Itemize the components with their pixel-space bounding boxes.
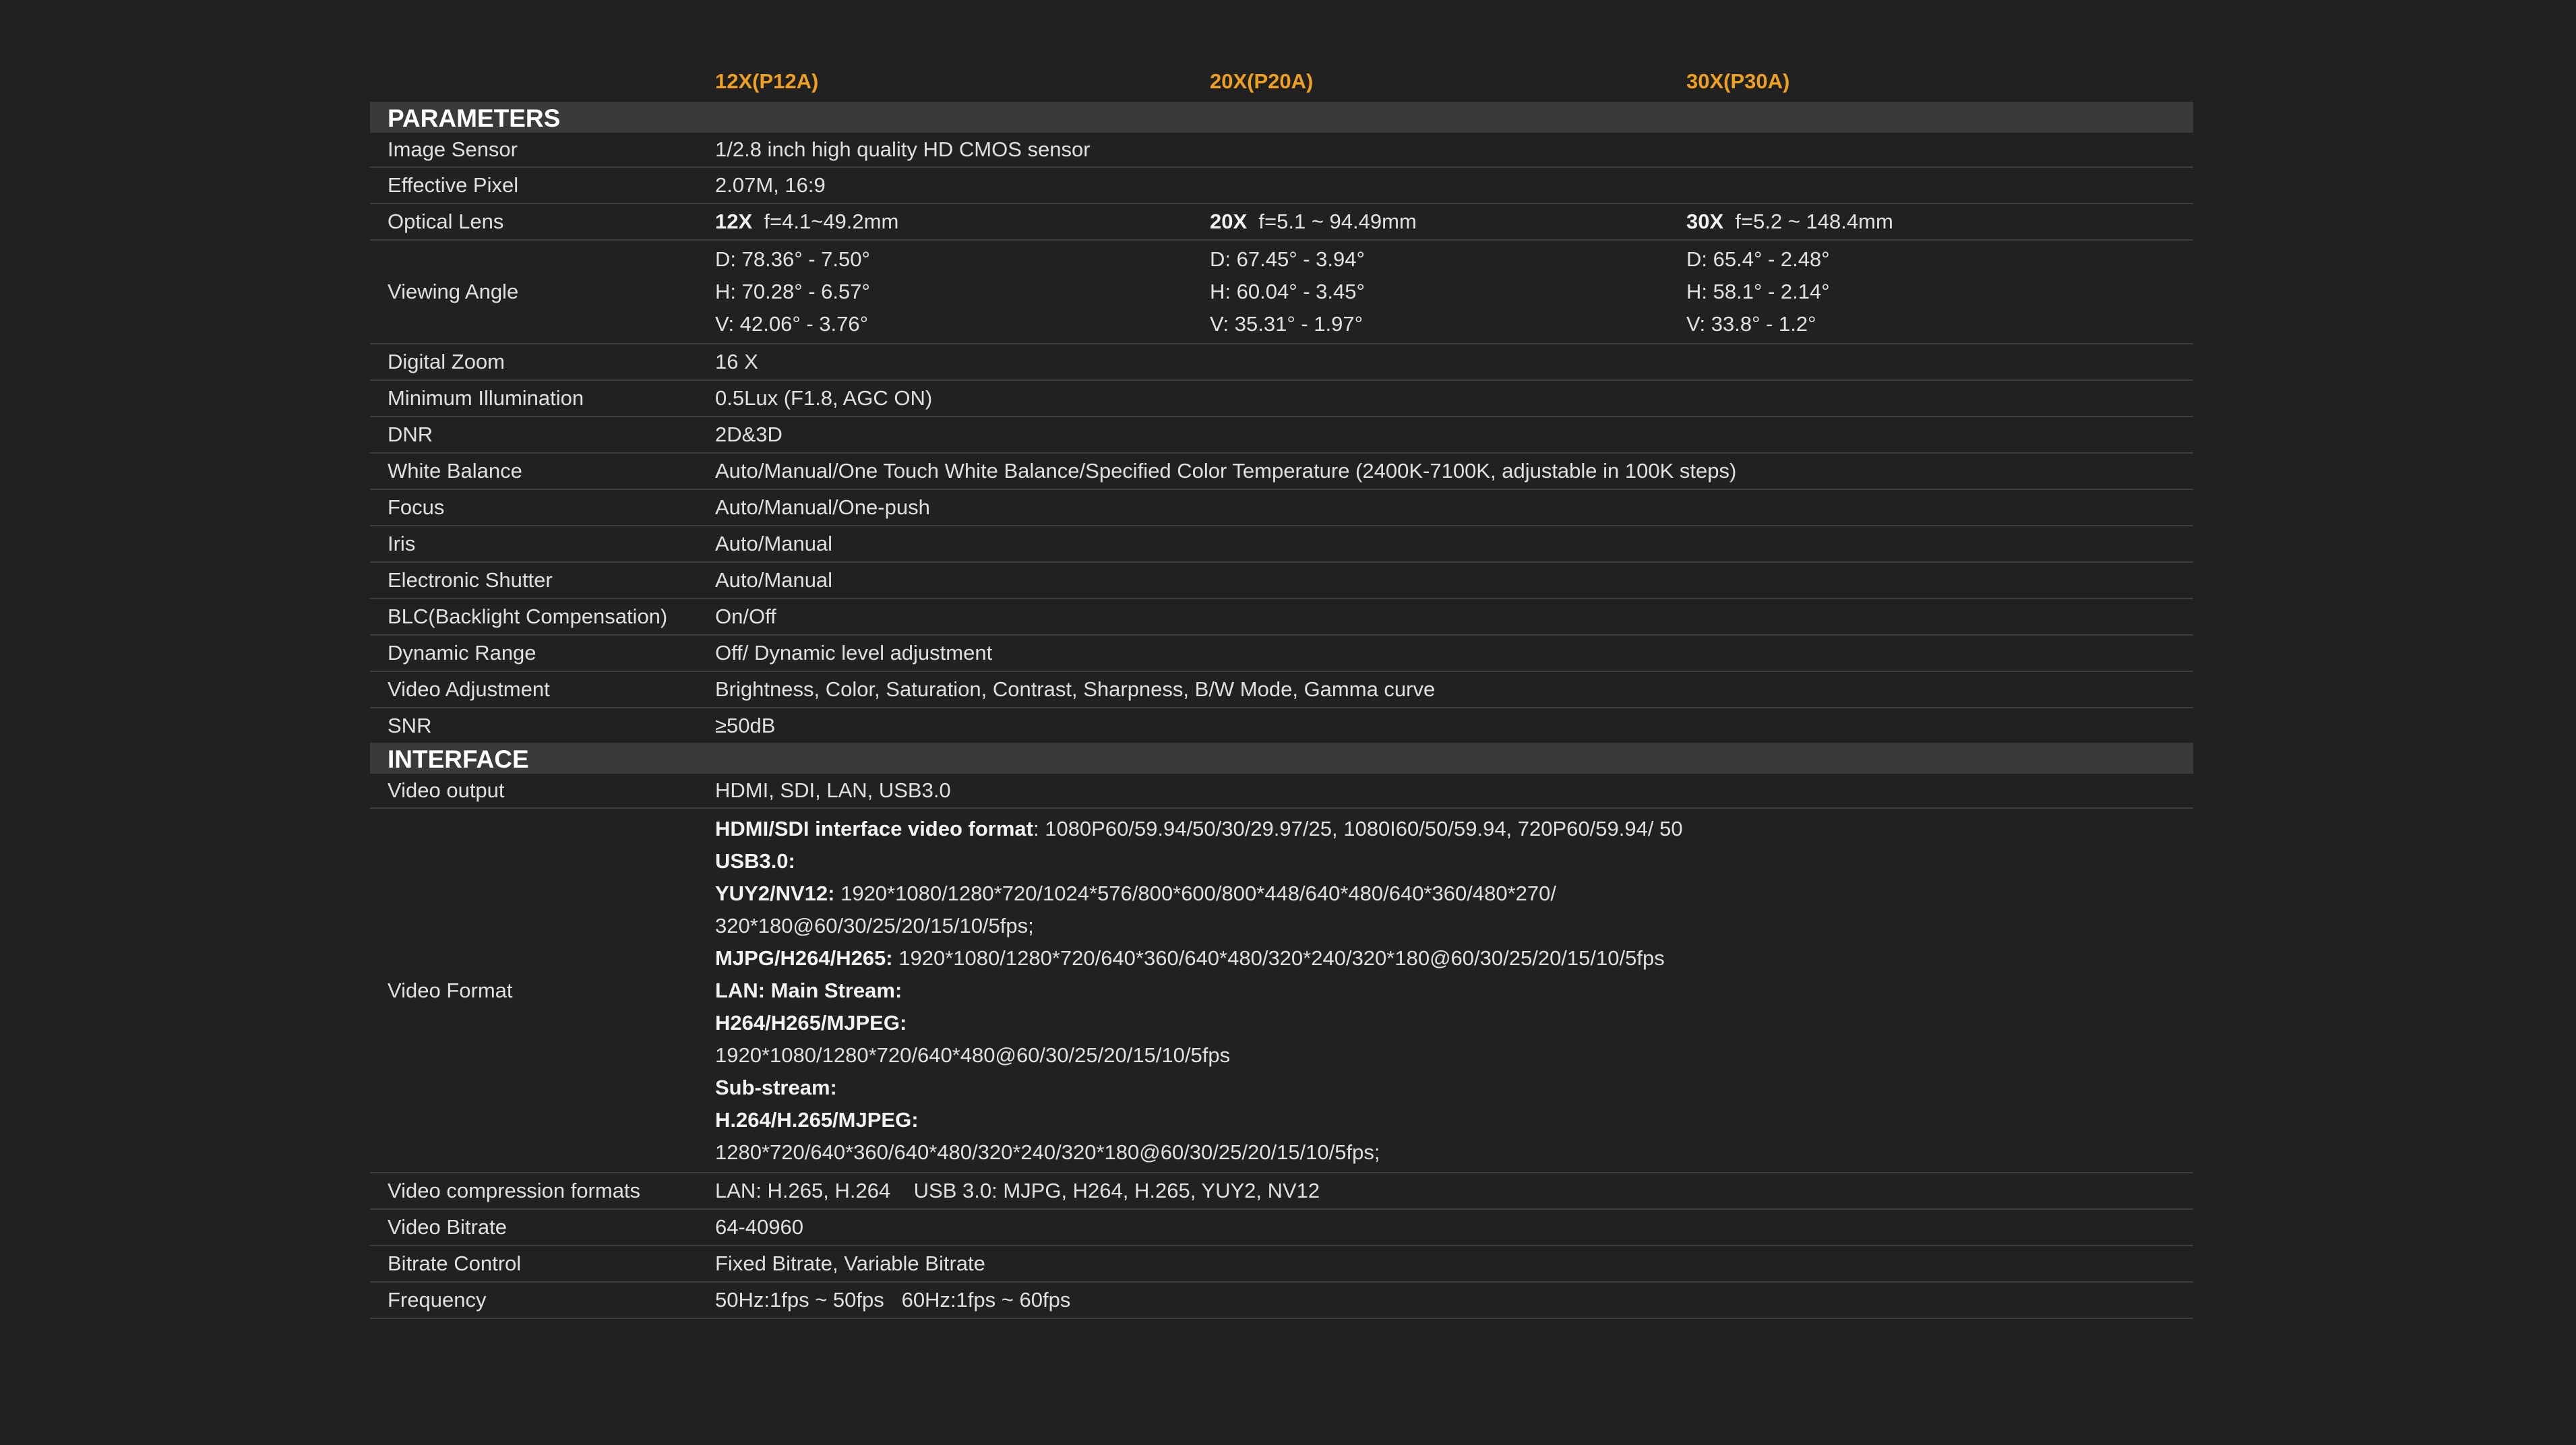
row-label: Video output [388,778,505,802]
row-label: Bitrate Control [388,1252,522,1275]
lens-30x: 30X f=5.2 ~ 148.4mm [1686,210,1893,233]
row-value: On/Off [715,605,776,628]
row-value: 50Hz:1fps ~ 50fps 60Hz:1fps ~ 60fps [715,1288,1071,1312]
row-electronic-shutter [370,563,2193,599]
row-label: Optical Lens [388,210,504,233]
row-viewing-angle [370,241,2193,344]
row-video-compression [370,1173,2193,1210]
row-frequency [370,1283,2193,1319]
video-format-details: HDMI/SDI interface video format: 1080P60/59.94/50/30/29.97/25, 1080I60/50/59.94, 720P60/59.94/ 50 USB3.0: YUY2/NV12: 1920*1080/1280*720/1024*576/800*600/800*448/640*480/640*360/480*270/ 320*180@60/30/25/20/15/10/5fps; MJPG/H264/H265: 1920*1080/1280*720/640*360/640*480/320*240/320*180@60/30/25/20/15/10/5fps LAN: Main Stream: H264/H265/MJPEG: 1920*1080/1280*720/640*480@60/30/25/20/15/10/5fps Sub-stream: H.264/H.265/MJPEG: 1280*720/640*360/640*480/320*240/320*180@60/30/25/20/15/10/5fps; [715,816,1683,1164]
row-blc [370,599,2193,636]
row-video-output [370,774,2193,809]
row-effective-pixel [370,168,2193,204]
row-value: 16 X [715,350,758,373]
angle-20x: D: 67.45° - 3.94° H: 60.04° - 3.45° V: 35.31° - 1.97° [1210,247,1365,336]
row-video-bitrate [370,1210,2193,1246]
row-label: Digital Zoom [388,350,505,373]
row-value: Auto/Manual/One-push [715,495,930,519]
row-iris [370,526,2193,563]
row-label: Effective Pixel [388,173,519,197]
row-value: ≥50dB [715,713,776,737]
row-label: Focus [388,495,445,519]
row-value: Auto/Manual [715,532,833,555]
lens-20x: 20X f=5.1 ~ 94.49mm [1210,210,1417,233]
row-value: 64-40960 [715,1215,804,1239]
row-value: Brightness, Color, Saturation, Contrast, Sharpness, B/W Mode, Gamma curve [715,677,1436,701]
row-label: Electronic Shutter [388,568,553,592]
row-label: Viewing Angle [388,280,519,303]
row-video-adjustment [370,672,2193,708]
row-white-balance [370,454,2193,490]
model-12x-header: 12X(P12A) [715,69,819,93]
angle-30x: D: 65.4° - 2.48° H: 58.1° - 2.14° V: 33.8° - 1.2° [1686,247,1830,336]
model-30x-header: 30X(P30A) [1686,69,1790,93]
row-min-illumination [370,381,2193,417]
row-value: Off/ Dynamic level adjustment [715,641,993,665]
row-dnr [370,417,2193,454]
row-label: Image Sensor [388,137,518,161]
row-label: Video Bitrate [388,1215,507,1239]
row-digital-zoom [370,344,2193,381]
row-label: SNR [388,713,432,737]
row-label: Frequency [388,1288,487,1312]
row-label: Dynamic Range [388,641,536,665]
row-focus [370,490,2193,526]
lens-12x: 12X f=4.1~49.2mm [715,210,899,233]
row-snr [370,708,2193,743]
row-label: BLC(Backlight Compensation) [388,605,668,628]
row-value: Auto/Manual/One Touch White Balance/Specified Color Temperature (2400K-7100K, adjustable in 100K steps) [715,459,1737,483]
row-label: Video Adjustment [388,677,550,701]
section-title: PARAMETERS [388,104,561,132]
row-bitrate-control [370,1246,2193,1283]
row-value: 2D&3D [715,423,783,446]
row-optical-lens [370,204,2193,241]
row-label: Video compression formats [388,1179,641,1202]
row-value: 0.5Lux (F1.8, AGC ON) [715,386,933,410]
row-dynamic-range [370,636,2193,672]
row-label: DNR [388,423,433,446]
row-video-format [370,809,2193,1173]
row-label: White Balance [388,459,522,483]
row-value: 2.07M, 16:9 [715,173,826,197]
spec-table [370,0,2193,1319]
model-header-row [370,0,2193,102]
row-value: Fixed Bitrate, Variable Bitrate [715,1252,985,1275]
row-label: Minimum Illumination [388,386,584,410]
section-interface [370,743,2193,774]
row-label: Iris [388,532,416,555]
row-value: LAN: H.265, H.264 USB 3.0: MJPG, H264, H.265, YUY2, NV12 [715,1179,1320,1202]
row-value: Auto/Manual [715,568,833,592]
row-value: 1/2.8 inch high quality HD CMOS sensor [715,137,1091,161]
section-title: INTERFACE [388,745,529,773]
row-image-sensor [370,133,2193,168]
section-parameters [370,102,2193,133]
model-20x-header: 20X(P20A) [1210,69,1314,93]
row-value: HDMI, SDI, LAN, USB3.0 [715,778,951,802]
angle-12x: D: 78.36° - 7.50° H: 70.28° - 6.57° V: 42.06° - 3.76° [715,247,870,336]
row-label: Video Format [388,978,513,1002]
